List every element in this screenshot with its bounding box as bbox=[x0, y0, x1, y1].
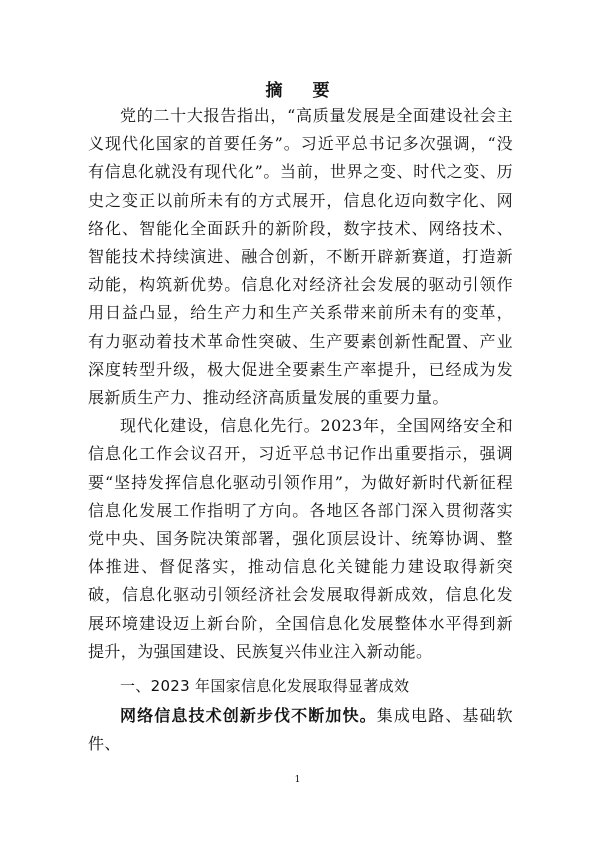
body-paragraph-2: 现代化建设，信息化先行。2023年，全国网络安全和信息化工作会议召开，习近平总书记作出重要指示，强调要“坚持发挥信息化驱动引领作用”，为做好新时代新征程信息化发展工作指明了方向。各地区各部门深入贯彻落实党中央、国务院决策部署，强化顶层设计、统筹协调、整体推进、督促落实，推动信息化关键能力建设取得新突破，信息化驱动引领经济社会发展取得新成效，信息化发展环境建设迈上新台阶，全国信息化发展整体水平得到新提升，为强国建设、民族复兴伟业注入新动能。 bbox=[88, 416, 513, 661]
document-body bbox=[88, 102, 513, 758]
body-paragraph-1: 党的二十大报告指出，“高质量发展是全面建设社会主义现代化国家的首要任务”。习近平总书记多次强调，“没有信息化就没有现代化”。当前，世界之变、时代之变、历史之变正以前所未有的方式展开，信息化迈向数字化、网络化、智能化全面跃升的新阶段，数字技术、网络技术、智能技术持续演进、融合创新，不断开辟新赛道，打造新动能，构筑新优势。信息化对经济社会发展的驱动引领作用日益凸显，给生产力和生产关系带来前所未有的变革，有力驱动着技术革命性突破、生产要素创新性配置、产业深度转型升级，极大促进全要素生产率提升，已经成为发展新质生产力、推动经济高质量发展的重要力量。 bbox=[88, 106, 513, 408]
section-heading: 一、2023 年国家信息化发展取得显著成效 bbox=[120, 677, 410, 696]
page-number: 1 bbox=[294, 775, 301, 785]
page-title: 摘 要 bbox=[265, 81, 342, 101]
body-paragraph-3 bbox=[88, 702, 513, 758]
paragraph-continuation: 集成电路、基础软件、 bbox=[88, 706, 513, 754]
paragraph-lead-sentence: 网络信息技术创新步伐不断加快。 bbox=[120, 706, 377, 726]
